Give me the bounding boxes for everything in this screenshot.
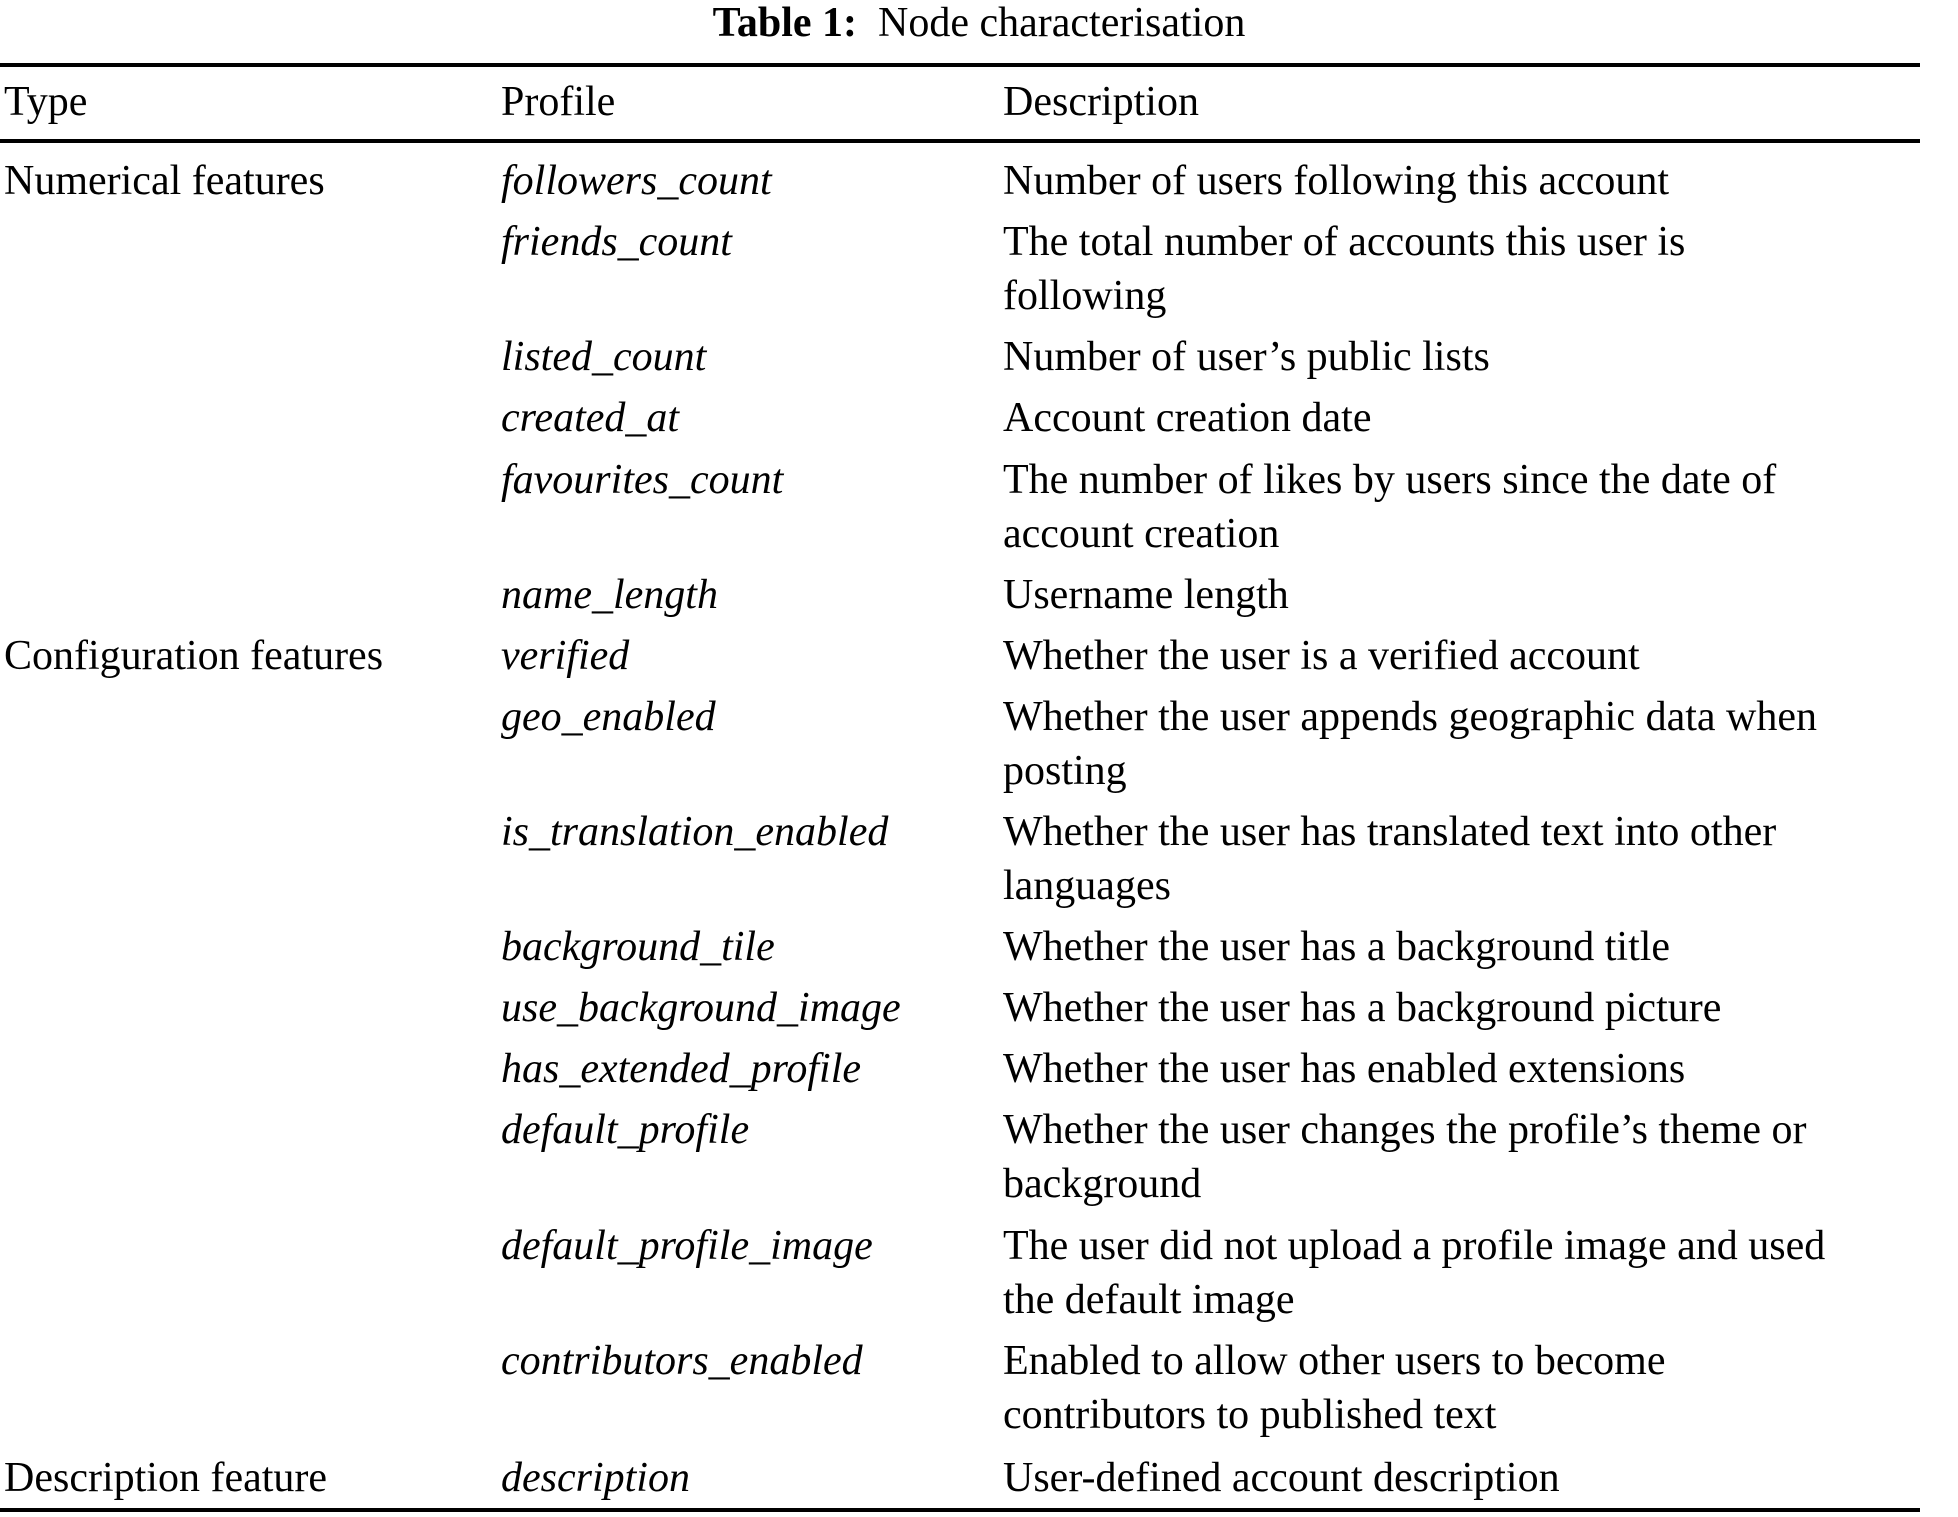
row-description — [1003, 330, 1958, 384]
row-profile: contributors_enabled — [501, 1338, 863, 1384]
row-type: Numerical features — [4, 158, 325, 204]
description-line: Enabled to allow other users to become — [1003, 1338, 1666, 1384]
description-line: Whether the user changes the profile’s theme or — [1003, 1107, 1807, 1153]
bottom-rule — [0, 1508, 1920, 1512]
header-description: Description — [1003, 79, 1199, 125]
row-type: Configuration features — [4, 633, 384, 679]
row-profile: default_profile_image — [501, 1223, 873, 1269]
row-description — [1003, 1103, 1958, 1211]
description-line: following — [1003, 273, 1167, 319]
header-type: Type — [4, 79, 88, 125]
description-line: background — [1003, 1161, 1202, 1207]
description-line: Whether the user is a verified account — [1003, 633, 1640, 679]
description-line: Whether the user has translated text into other — [1003, 809, 1777, 855]
description-line: Username length — [1003, 572, 1289, 618]
row-description — [1003, 1219, 1958, 1327]
row-profile: has_extended_profile — [501, 1046, 862, 1092]
row-profile: name_length — [501, 572, 718, 618]
row-profile: favourites_count — [501, 457, 784, 503]
row-profile: description — [501, 1455, 690, 1501]
description-line: Number of users following this account — [1003, 158, 1670, 204]
description-line: languages — [1003, 863, 1171, 909]
row-profile: verified — [501, 633, 630, 679]
description-line: Number of user’s public lists — [1003, 334, 1490, 380]
row-profile: followers_count — [501, 158, 772, 204]
header-profile: Profile — [501, 79, 616, 125]
row-description — [1003, 920, 1958, 974]
description-line: User-defined account description — [1003, 1455, 1560, 1501]
row-description — [1003, 1451, 1958, 1505]
row-type: Description feature — [4, 1455, 328, 1501]
row-description — [1003, 1334, 1958, 1442]
description-line: Account creation date — [1003, 395, 1372, 441]
row-description — [1003, 391, 1958, 445]
row-description — [1003, 154, 1958, 208]
row-profile: friends_count — [501, 219, 732, 265]
row-description — [1003, 215, 1958, 323]
description-line: Whether the user has a background title — [1003, 924, 1671, 970]
row-description — [1003, 690, 1958, 798]
row-description — [1003, 453, 1958, 561]
row-profile: geo_enabled — [501, 694, 716, 740]
description-line: Whether the user appends geographic data when — [1003, 694, 1817, 740]
description-line: posting — [1003, 748, 1127, 794]
row-description — [1003, 629, 1958, 683]
row-profile: is_translation_enabled — [501, 809, 889, 855]
row-profile: background_tile — [501, 924, 775, 970]
row-description — [1003, 568, 1958, 622]
caption-label: Table 1: — [712, 0, 857, 46]
row-description — [1003, 981, 1958, 1035]
row-profile: created_at — [501, 395, 680, 441]
description-line: contributors to published text — [1003, 1392, 1497, 1438]
row-description — [1003, 1042, 1958, 1096]
header-rule — [0, 139, 1920, 143]
table-caption — [0, 0, 1958, 46]
description-line: The total number of accounts this user is — [1003, 219, 1686, 265]
description-line: The number of likes by users since the date of — [1003, 457, 1777, 503]
description-line: account creation — [1003, 511, 1280, 557]
row-profile: listed_count — [501, 334, 707, 380]
top-rule — [0, 63, 1920, 67]
description-line: Whether the user has a background picture — [1003, 985, 1722, 1031]
row-profile: default_profile — [501, 1107, 750, 1153]
description-line: the default image — [1003, 1277, 1295, 1323]
row-profile: use_background_image — [501, 985, 901, 1031]
description-line: Whether the user has enabled extensions — [1003, 1046, 1686, 1092]
description-line: The user did not upload a profile image and used — [1003, 1223, 1826, 1269]
row-description — [1003, 805, 1958, 913]
caption-title: Node characterisation — [878, 0, 1246, 46]
